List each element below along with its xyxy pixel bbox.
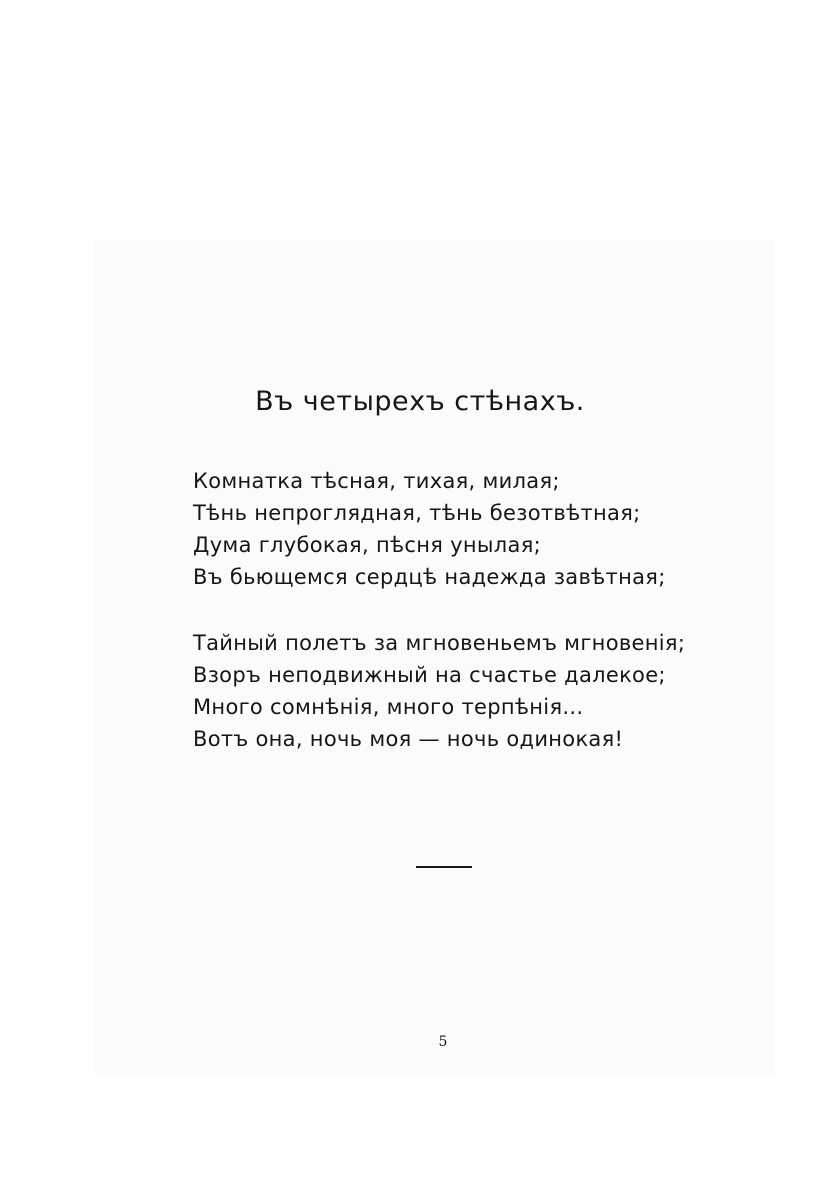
poem-title: Въ четырехъ стѣнахъ. (255, 386, 585, 417)
verse-line: Комнатка тѣсная, тихая, милая; (193, 469, 560, 493)
verse-line: Вотъ она, ночь моя — ночь одинокая! (193, 727, 624, 751)
verse-line: Много сомнѣнія, много терпѣнія... (193, 695, 584, 719)
verse-line: Взоръ неподвижный на счастье далекое; (193, 663, 666, 687)
verse-line: Тѣнь непроглядная, тѣнь безотвѣтная; (193, 501, 641, 525)
page-number: 5 (438, 1034, 448, 1050)
verse-line: Въ бьющемся сердцѣ надежда завѣтная; (193, 565, 666, 589)
stanza-2 (193, 627, 753, 755)
end-divider-rule (416, 866, 472, 868)
stanza-1 (193, 465, 753, 593)
verse-line: Дума глубокая, пѣсня унылая; (193, 533, 541, 557)
verse-line: Тайный полетъ за мгновеньемъ мгновенія; (193, 631, 686, 655)
